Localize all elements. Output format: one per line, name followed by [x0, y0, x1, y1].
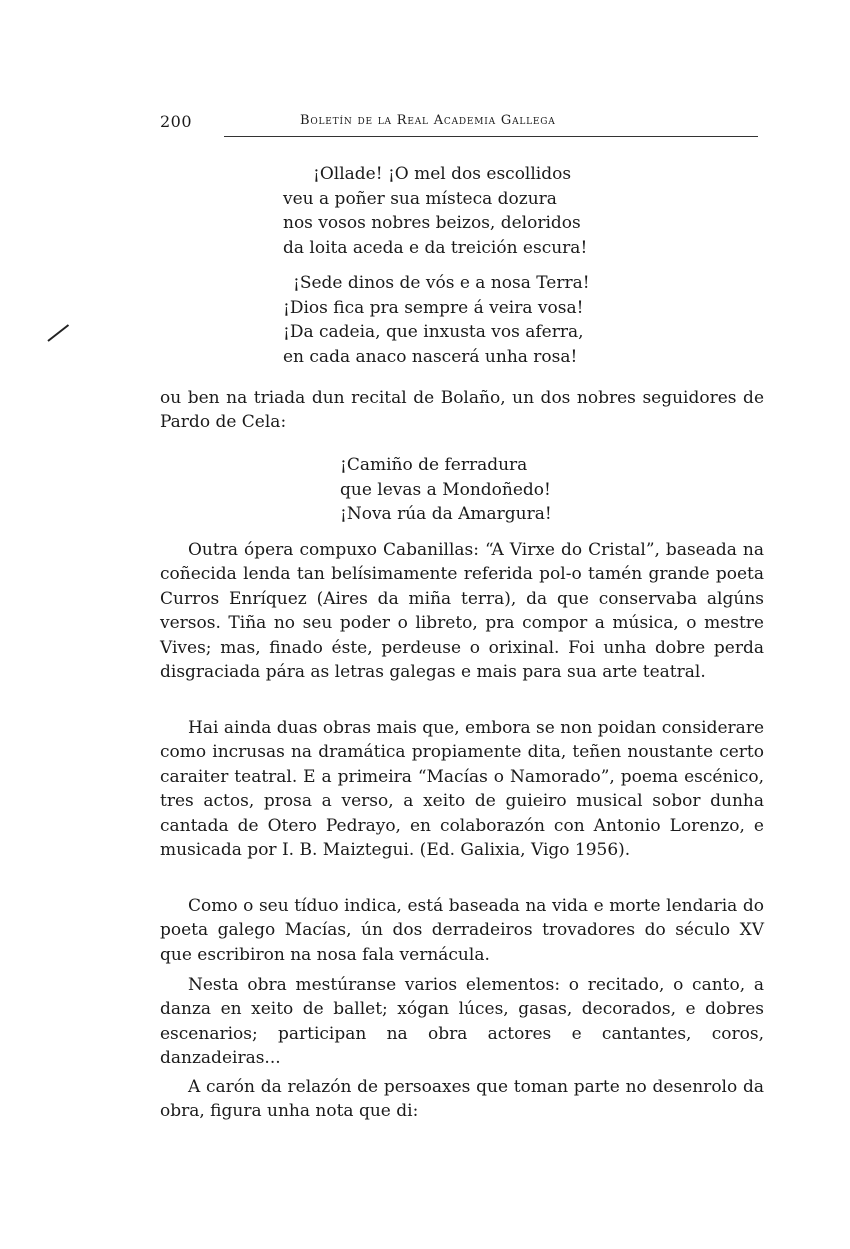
- body-paragraph: Como o seu tíduo indica, está baseada na vida e morte lendaria do poeta galego Macías, ún dos derradeiros trovadores do século XV que escribiron na nosa fala vernácula.: [160, 896, 764, 965]
- poem-stanza-2: [283, 271, 590, 369]
- paragraph-block-4: [160, 973, 764, 1071]
- verse-line: ¡Sede dinos de vós e a nosa Terra!: [293, 273, 590, 293]
- margin-pen-mark: [47, 324, 69, 342]
- body-paragraph: Outra ópera compuxo Cabanillas: “A Virxe do Cristal”, baseada na coñecida lenda tan belísimamente referida pol-o tamén grande poeta Curros Enríquez (Aires da miña terra), da que conservaba algúns versos. Tiña no seu poder o libreto, pra compor a música, o mestre Vives; mas, finado éste, perdeuse o orixinal. Foi unha dobre perda disgraciada pára as letras galegas e mais para sua arte teatral.: [160, 540, 764, 683]
- poem-stanza-1: [283, 162, 587, 260]
- verse-line: ¡Nova rúa da Amargura!: [340, 504, 552, 524]
- verse-line: nos vosos nobres beizos, deloridos: [283, 213, 581, 233]
- body-paragraph: Nesta obra mestúranse varios elementos: o recitado, o canto, a danza en xeito de ballet; xógan lúces, gasas, decorados, e dobres escenarios; participan na obra actores e cantantes, coros, danzadeiras...: [160, 975, 764, 1069]
- paragraph-block-1: [160, 538, 764, 684]
- page-number: 200: [160, 112, 193, 131]
- verse-line: ¡Da cadeia, que inxusta vos aferra,: [283, 322, 584, 342]
- intro-paragraph: ou ben na triada dun recital de Bolaño, un dos nobres seguidores de Pardo de Cela:: [160, 388, 764, 433]
- verse-line: ¡Camiño de ferradura: [340, 455, 528, 475]
- verse-line: da loita aceda e da treición escura!: [283, 237, 588, 258]
- verse-line: veu a poñer sua místeca dozura: [283, 188, 557, 209]
- body-paragraph: A carón da relazón de persoaxes que toman parte no desenrolo da obra, figura unha nota que di:: [160, 1077, 764, 1122]
- verse-line: ¡Dios fica pra sempre á veira vosa!: [283, 297, 584, 318]
- verse-line: ¡Ollade! ¡O mel dos escollidos: [313, 164, 572, 184]
- paragraph-block-2: [160, 716, 764, 862]
- page-header: [160, 112, 765, 138]
- verse-line: en cada anaco nascerá unha rosa!: [283, 346, 578, 367]
- header-rule: [224, 136, 758, 137]
- verse-line: que levas a Mondoñedo!: [340, 479, 551, 500]
- body-paragraph: Hai ainda duas obras mais que, embora se non poidan considerare como incrusas na dramática propiamente dita, teñen noustante certo caraiter teatral. E a primeira “Macías o Namorado”, poema escénico, tres actos, prosa a verso, a xeito de guieiro musical sobor dunha cantada de Otero Pedrayo, en colaborazón con Antonio Lorenzo, e musicada por I. B. Maiztegui. (Ed. Galixia, Vigo 1956).: [160, 718, 764, 861]
- poem-2: [340, 453, 552, 527]
- paragraph-block-5: [160, 1075, 764, 1124]
- running-title: Boletín de la Real Academia Gallega: [300, 113, 556, 128]
- paragraph-block-3: [160, 894, 764, 967]
- intro-paragraph-block: [160, 386, 764, 435]
